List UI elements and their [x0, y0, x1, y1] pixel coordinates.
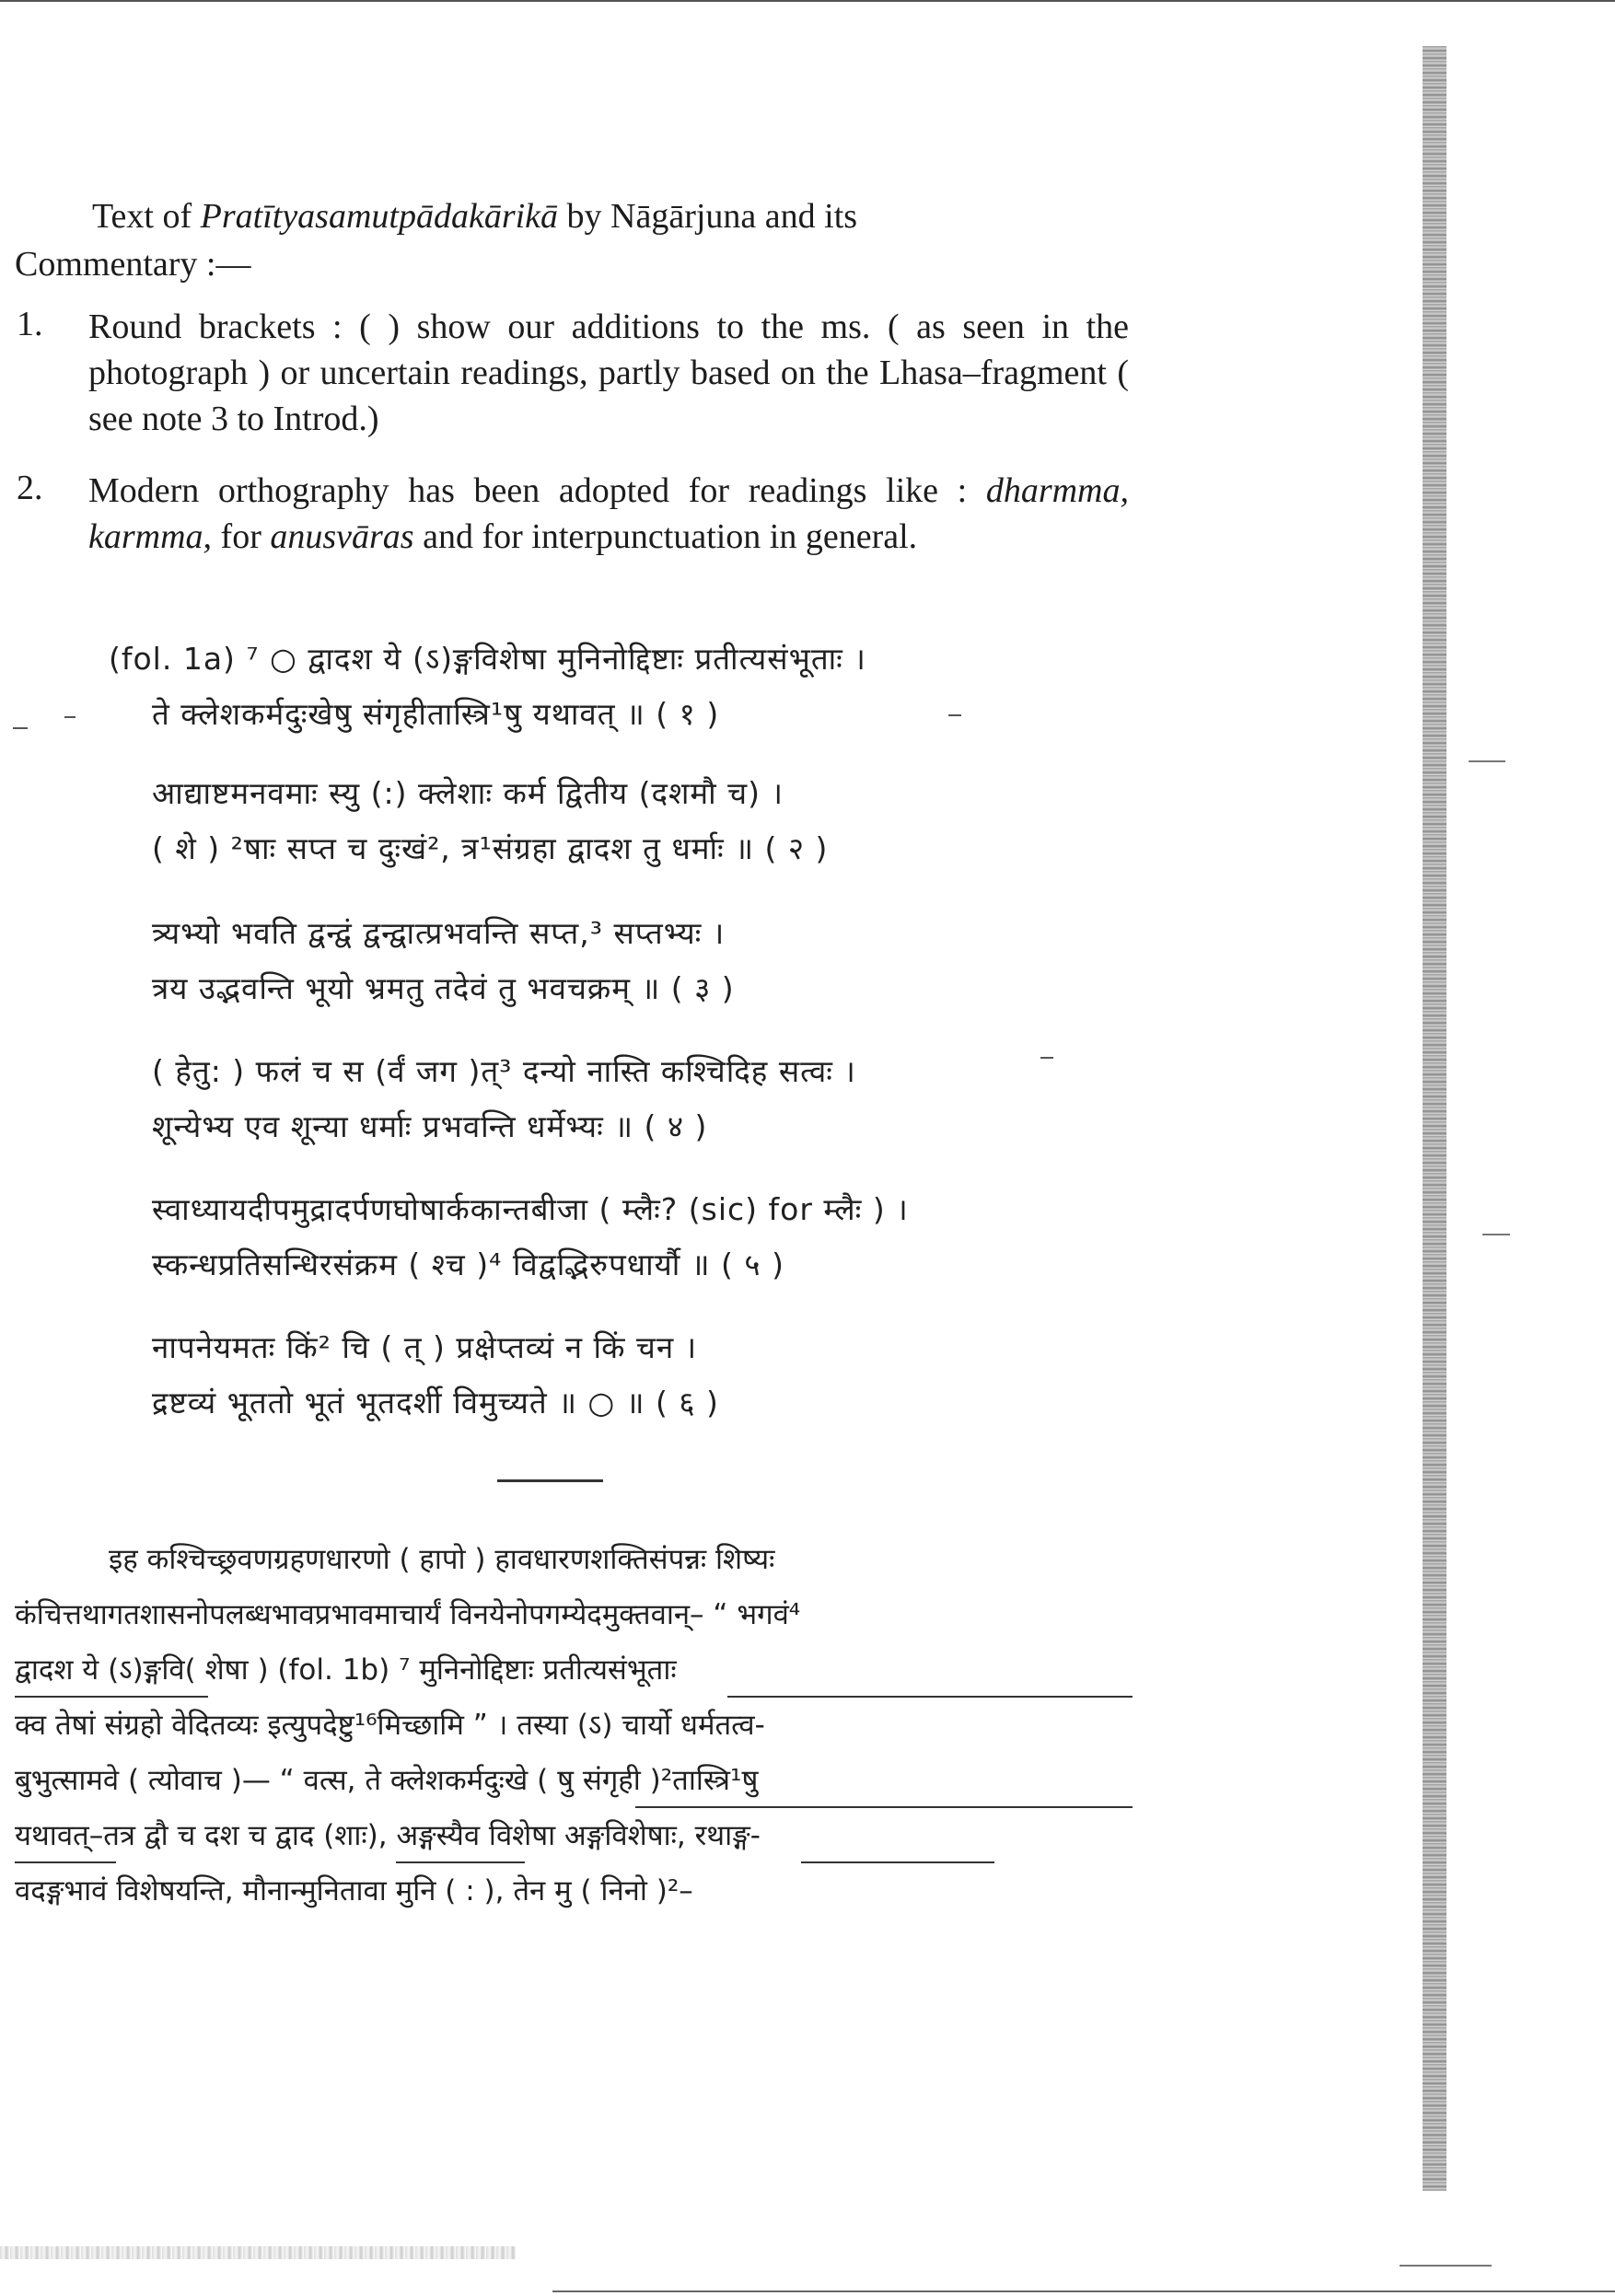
text-underline [15, 1861, 116, 1863]
commentary-line: द्वादश ये (ऽ)ङ्गवि( शेषा ) (fol. 1b) ⁷ मुनिनोद्दिष्टाः प्रतीत्यसंभूताः [15, 1653, 677, 1687]
text-underline [15, 1696, 208, 1698]
verse-line: नापनेयमतः किं² चि ( त् ) प्रक्षेप्तव्यं न किं चन । [152, 1329, 698, 1365]
note-2-mid: for [212, 517, 271, 556]
intro-line-1 [92, 193, 857, 239]
text-underline [396, 1861, 525, 1863]
commentary-line: वदङ्गभावं विशेषयन्ति, मौनान्मुनितावा मुनि ( : ), तेन मु ( निनो )²– [15, 1874, 693, 1908]
section-divider [497, 1479, 603, 1482]
work-title: Pratītyasamutpādakārikā [200, 197, 559, 236]
commentary-line: क्व तेषां संग्रहो वेदितव्यः इत्युपदेष्टु¹⁶मिच्छामि ” । तस्या (ऽ) चार्यो धर्मतत्व- [15, 1709, 765, 1742]
text-underline [727, 1696, 1133, 1698]
verse-line: स्वाध्यायदीपमुद्रादर्पणघोषार्ककान्तबीजा ( म्लैः? (sic) for म्लैः ) । [152, 1191, 909, 1227]
top-border-line [0, 0, 1615, 2]
note-text: Round brackets : ( ) show our additions to the ms. ( as seen in the photograph ) or uncertain readings, partly based on the Lhasa–fragment ( see note 3 to Introd.) [88, 307, 1129, 438]
note-text [88, 468, 1129, 560]
note-2-italic-1: dharmma, karmma, [88, 471, 1129, 556]
note-number: 1. [17, 305, 43, 343]
verse-line: त्रय उद्भवन्ति भूयो भ्रमतु तदेवं तु भवचक्रम् ॥ ( ३ ) [152, 970, 735, 1006]
scan-mark [948, 714, 961, 716]
note-2-italic-2: anusvāras [270, 517, 414, 556]
scanned-page-edge [1423, 46, 1447, 2191]
text-underline [801, 1861, 994, 1863]
edge-mark [1482, 1234, 1510, 1235]
commentary-line: इह कश्चिच्छ्रवणग्रहणधारणो ( हापो ) हावधारणशक्तिसंपन्नः शिष्यः [109, 1543, 775, 1576]
scan-mark [64, 716, 76, 718]
text-underline [635, 1806, 1133, 1808]
note-number: 2. [17, 469, 43, 507]
verse-line: ( हेतु: ) फलं च स (र्वं जग )त्³ दन्यो नास्ति कश्चिदिह सत्वः । [152, 1053, 856, 1089]
note-2-post: and for interpunctuation in general. [413, 517, 918, 556]
verse-line: (fol. 1a) ⁷ ○ द्वादश ये (ऽ)ङ्गविशेषा मुनिनोद्दिष्टाः प्रतीत्यसंभूताः । [109, 641, 866, 677]
verse-line: स्कन्धप्रतिसन्धिरसंक्रम ( श्च )⁴ विद्वद्भिरुपधार्यौ ॥ ( ५ ) [152, 1247, 784, 1282]
verse-line: द्रष्टव्यं भूततो भूतं भूतदर्शी विमुच्यते ॥ ○ ॥ ( ६ ) [152, 1385, 719, 1421]
verse-line: त्र्यभ्यो भवति द्वन्द्वं द्वन्द्वात्प्रभवन्ति सप्त,³ सप्तभ्यः । [152, 915, 726, 951]
intro-suffix: by Nāgārjuna and its [558, 197, 858, 236]
verse-line: आद्याष्टमनवमाः स्यु (:) क्लेशाः कर्म द्वितीय (दशमौ च) । [152, 775, 784, 811]
verse-line: शून्येभ्य एव शून्या धर्माः प्रभवन्ति धर्मेभ्यः ॥ ( ४ ) [152, 1108, 708, 1144]
bottom-border-line [552, 2290, 1615, 2292]
intro-prefix: Text of [92, 197, 201, 236]
intro-line-2: Commentary :— [15, 245, 251, 284]
note-2-pre: Modern orthography has been adopted for readings like : [88, 471, 968, 510]
commentary-line: यथावत्–तत्र द्वौ च दश च द्वाद (शाः), अङ्गस्यैव विशेषा अङ्गविशेषाः, रथाङ्ग- [15, 1819, 761, 1852]
commentary-line: कंचित्तथागतशासनोपलब्धभावप्रभावमाचार्यं विनयेनोपगम्येदमुक्तवान्– “ भगवं⁴ [15, 1598, 801, 1631]
verse-line: ते क्लेशकर्मदुःखेषु संगृहीतास्त्रि¹षु यथावत् ॥ ( १ ) [152, 696, 720, 732]
edge-mark [1469, 760, 1505, 762]
scan-mark [1040, 1057, 1053, 1059]
scan-mark [13, 727, 28, 729]
edge-mark [1400, 2265, 1492, 2267]
scan-noise [0, 2246, 516, 2259]
commentary-line: बुभुत्सामवे ( त्योवाच )— “ वत्स, ते क्लेशकर्मदुःखे ( षु संगृही )²तास्त्रि¹षु [15, 1764, 759, 1797]
verse-line: ( शे ) ²षाः सप्त च दुःखं², त्र¹संग्रहा द्वादश तु धर्माः ॥ ( २ ) [152, 830, 829, 866]
